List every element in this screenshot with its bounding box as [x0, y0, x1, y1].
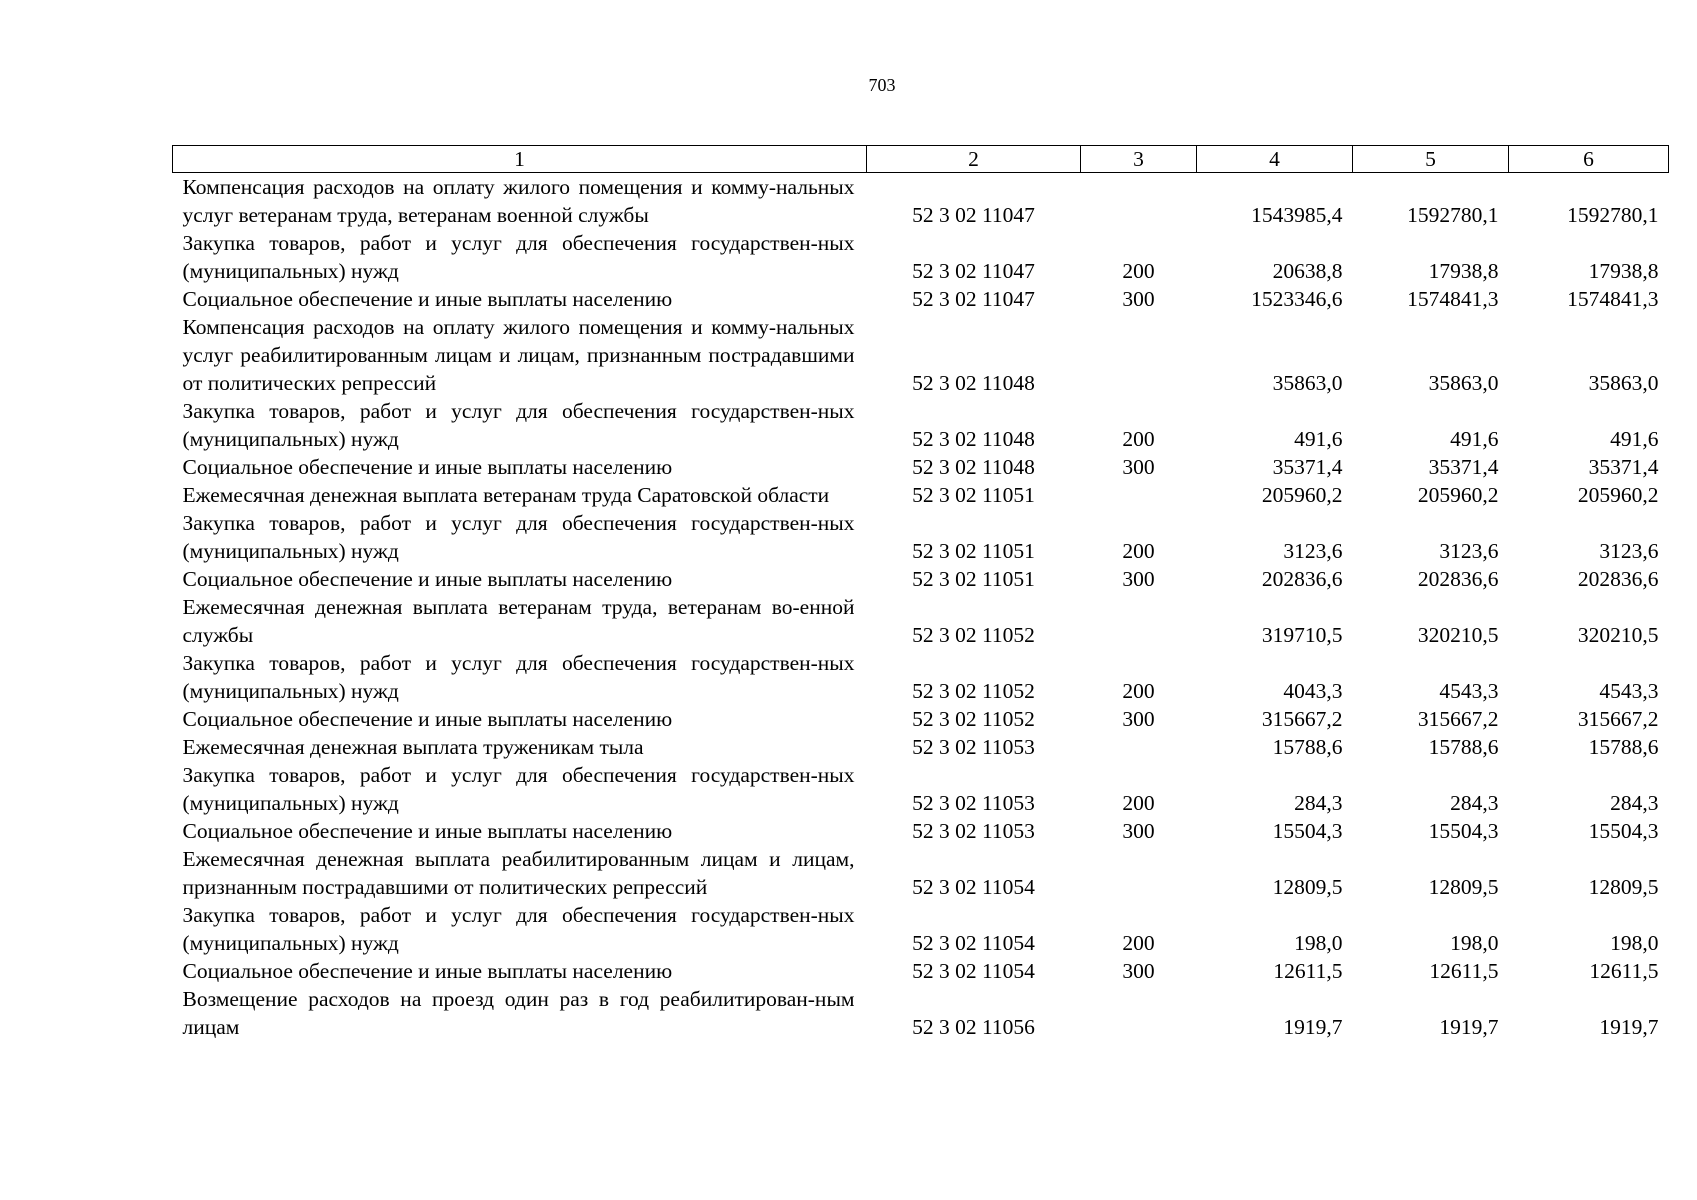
page-number: 703 [868, 75, 896, 95]
row-code: 52 3 02 11051 [912, 567, 1035, 591]
row-value-4: 284,3 [1294, 791, 1343, 815]
row-value-5: 35371,4 [1428, 455, 1499, 479]
row-name: Социальное обеспечение и иные выплаты населению [182, 959, 673, 983]
table-row [173, 649, 1669, 705]
row-value-6: 202836,6 [1577, 567, 1659, 591]
row-value-4: 20638,8 [1272, 259, 1343, 283]
row-value-5: 1919,7 [1439, 1015, 1499, 1039]
row-value-5: 12611,5 [1429, 959, 1499, 983]
table-row [173, 397, 1669, 453]
row-code: 52 3 02 11052 [912, 707, 1035, 731]
table-row [173, 845, 1669, 901]
table-body [173, 173, 1669, 1042]
row-value-5: 12809,5 [1428, 875, 1499, 899]
row-code: 52 3 02 11054 [912, 931, 1035, 955]
table-row [173, 817, 1669, 845]
table-row [173, 705, 1669, 733]
row-code: 52 3 02 11054 [912, 875, 1035, 899]
row-expense-type [1081, 985, 1197, 1041]
row-value-4: 15504,3 [1272, 819, 1343, 843]
table-row [173, 957, 1669, 985]
row-name: Социальное обеспечение и иные выплаты населению [182, 707, 673, 731]
header-row [173, 146, 1669, 173]
row-expense-type: 200 [1122, 259, 1155, 283]
row-value-6: 12611,5 [1589, 959, 1659, 983]
row-code: 52 3 02 11047 [912, 287, 1035, 311]
table-row [173, 733, 1669, 761]
row-expense-type: 300 [1122, 707, 1155, 731]
row-code: 52 3 02 11056 [912, 1015, 1035, 1039]
row-name: Ежемесячная денежная выплата труженикам тыла [182, 735, 644, 759]
row-value-4: 205960,2 [1261, 483, 1343, 507]
row-value-4: 12809,5 [1272, 875, 1343, 899]
row-value-5: 205960,2 [1417, 483, 1499, 507]
row-expense-type: 200 [1122, 539, 1155, 563]
row-value-4: 319710,5 [1261, 623, 1343, 647]
row-value-4: 3123,6 [1283, 539, 1343, 563]
row-value-4: 1543985,4 [1251, 203, 1343, 227]
table-row [173, 173, 1669, 230]
row-code: 52 3 02 11054 [912, 959, 1035, 983]
row-name: Социальное обеспечение и иные выплаты населению [182, 287, 673, 311]
row-code: 52 3 02 11053 [912, 735, 1035, 759]
row-value-6: 315667,2 [1577, 707, 1659, 731]
row-name: Компенсация расходов на оплату жилого помещения и комму-нальных услуг реабилитированным лицам и лицам, признанным пострадавшими от политических репрессий [182, 315, 855, 395]
table-row [173, 229, 1669, 285]
table-row [173, 481, 1669, 509]
row-name: Возмещение расходов на проезд один раз в год реабилитирован-ным лицам [182, 987, 855, 1039]
row-value-5: 315667,2 [1417, 707, 1499, 731]
row-value-6: 205960,2 [1577, 483, 1659, 507]
row-name: Закупка товаров, работ и услуг для обеспечения государствен-ных (муниципальных) нужд [182, 903, 855, 955]
column-header-5: 5 [1353, 146, 1509, 173]
row-value-5: 1592780,1 [1407, 203, 1499, 227]
row-value-5: 15504,3 [1428, 819, 1499, 843]
row-name: Закупка товаров, работ и услуг для обеспечения государствен-ных (муниципальных) нужд [182, 651, 855, 703]
row-name: Закупка товаров, работ и услуг для обеспечения государствен-ных (муниципальных) нужд [182, 763, 855, 815]
row-expense-type [1081, 481, 1197, 509]
row-value-6: 15788,6 [1588, 735, 1659, 759]
row-value-6: 12809,5 [1588, 875, 1659, 899]
row-expense-type: 200 [1122, 931, 1155, 955]
table-row [173, 985, 1669, 1041]
row-code: 52 3 02 11048 [912, 427, 1035, 451]
column-header-1: 1 [173, 146, 867, 173]
row-value-4: 491,6 [1294, 427, 1343, 451]
table-row [173, 565, 1669, 593]
row-value-4: 4043,3 [1283, 679, 1343, 703]
row-name: Социальное обеспечение и иные выплаты населению [182, 455, 673, 479]
table-header [173, 146, 1669, 173]
row-value-6: 491,6 [1610, 427, 1659, 451]
row-code: 52 3 02 11052 [912, 623, 1035, 647]
row-name: Ежемесячная денежная выплата реабилитированным лицам и лицам, признанным пострадавшими от политических репрессий [182, 847, 855, 899]
row-code: 52 3 02 11053 [912, 819, 1035, 843]
row-expense-type [1081, 173, 1197, 230]
row-value-4: 35863,0 [1272, 371, 1343, 395]
row-value-6: 17938,8 [1588, 259, 1659, 283]
row-code: 52 3 02 11048 [912, 371, 1035, 395]
table-row [173, 285, 1669, 313]
row-value-4: 15788,6 [1272, 735, 1343, 759]
row-value-5: 4543,3 [1439, 679, 1499, 703]
column-header-6: 6 [1509, 146, 1669, 173]
row-value-4: 202836,6 [1261, 567, 1343, 591]
row-name: Закупка товаров, работ и услуг для обеспечения государствен-ных (муниципальных) нужд [182, 511, 855, 563]
row-expense-type: 300 [1122, 567, 1155, 591]
row-value-6: 1919,7 [1599, 1015, 1659, 1039]
row-value-6: 15504,3 [1588, 819, 1659, 843]
row-name: Закупка товаров, работ и услуг для обеспечения государствен-ных (муниципальных) нужд [182, 231, 855, 283]
row-name: Закупка товаров, работ и услуг для обеспечения государствен-ных (муниципальных) нужд [182, 399, 855, 451]
row-name: Социальное обеспечение и иные выплаты населению [182, 567, 673, 591]
row-value-5: 1574841,3 [1407, 287, 1499, 311]
row-value-5: 17938,8 [1428, 259, 1499, 283]
row-expense-type: 200 [1122, 791, 1155, 815]
row-value-5: 35863,0 [1428, 371, 1499, 395]
row-code: 52 3 02 11048 [912, 455, 1035, 479]
row-expense-type: 200 [1122, 427, 1155, 451]
row-name: Компенсация расходов на оплату жилого помещения и комму-нальных услуг ветеранам труда, ветеранам военной службы [182, 175, 855, 227]
row-name: Социальное обеспечение и иные выплаты населению [182, 819, 673, 843]
row-value-6: 3123,6 [1599, 539, 1659, 563]
table-row [173, 593, 1669, 649]
row-expense-type: 300 [1122, 819, 1155, 843]
row-expense-type: 300 [1122, 287, 1155, 311]
row-value-5: 15788,6 [1428, 735, 1499, 759]
row-value-5: 491,6 [1450, 427, 1499, 451]
row-value-4: 1523346,6 [1251, 287, 1343, 311]
column-header-2: 2 [867, 146, 1081, 173]
table-row [173, 509, 1669, 565]
row-expense-type: 300 [1122, 959, 1155, 983]
row-expense-type: 200 [1122, 679, 1155, 703]
row-name: Ежемесячная денежная выплата ветеранам труда Саратовской области [182, 483, 830, 507]
row-value-5: 320210,5 [1417, 623, 1499, 647]
table-row [173, 761, 1669, 817]
table-row [173, 453, 1669, 481]
row-value-5: 284,3 [1450, 791, 1499, 815]
row-code: 52 3 02 11053 [912, 791, 1035, 815]
row-code: 52 3 02 11047 [912, 203, 1035, 227]
row-value-4: 1919,7 [1283, 1015, 1343, 1039]
row-value-5: 3123,6 [1439, 539, 1499, 563]
row-code: 52 3 02 11047 [912, 259, 1035, 283]
column-header-4: 4 [1197, 146, 1353, 173]
row-code: 52 3 02 11052 [912, 679, 1035, 703]
row-expense-type [1081, 313, 1197, 397]
row-name: Ежемесячная денежная выплата ветеранам труда, ветеранам во-енной службы [182, 595, 855, 647]
row-value-6: 284,3 [1610, 791, 1659, 815]
row-value-6: 35863,0 [1588, 371, 1659, 395]
row-expense-type [1081, 845, 1197, 901]
table-row [173, 313, 1669, 397]
row-code: 52 3 02 11051 [912, 539, 1035, 563]
row-value-5: 198,0 [1450, 931, 1499, 955]
row-value-6: 320210,5 [1577, 623, 1659, 647]
row-value-6: 198,0 [1610, 931, 1659, 955]
row-expense-type [1081, 733, 1197, 761]
row-value-6: 4543,3 [1599, 679, 1659, 703]
row-value-4: 315667,2 [1261, 707, 1343, 731]
column-header-3: 3 [1081, 146, 1197, 173]
row-code: 52 3 02 11051 [912, 483, 1035, 507]
row-value-4: 198,0 [1294, 931, 1343, 955]
row-value-6: 35371,4 [1588, 455, 1659, 479]
row-value-4: 12611,5 [1273, 959, 1343, 983]
row-expense-type: 300 [1122, 455, 1155, 479]
table-row [173, 901, 1669, 957]
row-value-4: 35371,4 [1272, 455, 1343, 479]
row-value-6: 1592780,1 [1567, 203, 1659, 227]
budget-table [172, 145, 1669, 1041]
row-value-5: 202836,6 [1417, 567, 1499, 591]
row-value-6: 1574841,3 [1567, 287, 1659, 311]
row-expense-type [1081, 593, 1197, 649]
